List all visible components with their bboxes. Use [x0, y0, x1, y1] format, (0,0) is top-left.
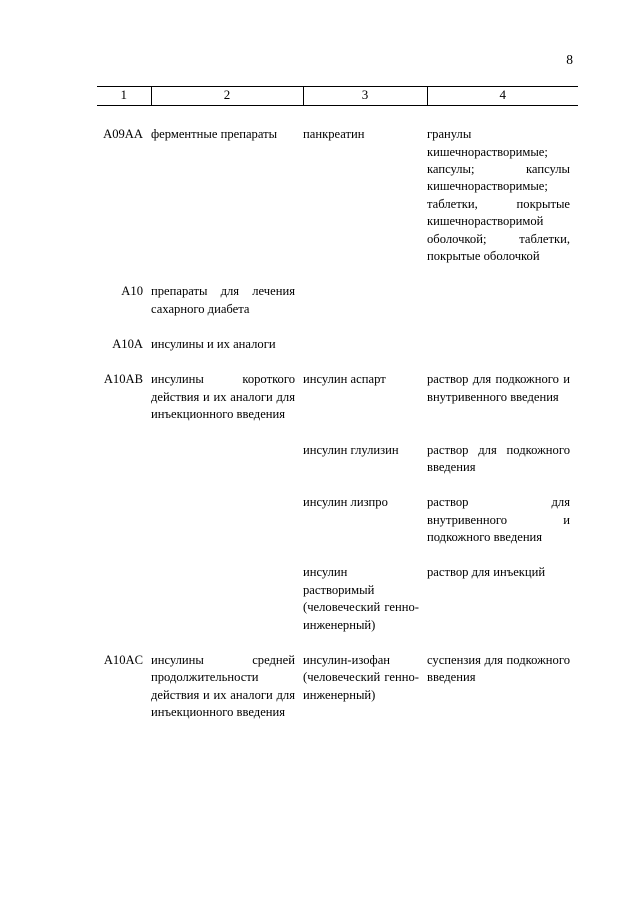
- table-header: [97, 87, 578, 106]
- column-header-2: 2: [151, 87, 303, 106]
- row-substance: инсулин глулизин: [303, 442, 399, 457]
- row-forms: гранулы кишечнорастворимые; капсулы; капсулы кишечнорастворимые; таблетки, покрытые кишечнорастворимой оболочкой; таблетки, покрытые оболочкой: [427, 127, 570, 263]
- row-group-name: инсулины и их аналоги: [151, 337, 276, 352]
- table-row: [97, 336, 578, 353]
- row-substance: панкреатин: [303, 127, 365, 142]
- row-group-name: препараты для лечения сахарного диабета: [151, 284, 295, 316]
- row-forms: раствор для внутривенного и подкожного введения: [427, 495, 570, 545]
- column-header-3: 3: [303, 87, 427, 106]
- row-substance: [303, 336, 427, 353]
- row-spacer: [97, 318, 578, 336]
- row-substance: инсулин аспарт: [303, 372, 386, 387]
- table-row: [97, 283, 578, 318]
- row-group-name: [151, 564, 303, 634]
- row-spacer: [97, 265, 578, 283]
- table-row: [97, 494, 578, 546]
- row-group-name: инсулины средней продолжительности действия и их аналоги для инъекционного введения: [151, 652, 295, 720]
- row-forms: [427, 283, 578, 318]
- row-group-name: [151, 442, 303, 477]
- row-substance: инсулин лизпро: [303, 495, 388, 510]
- table-row: [97, 106, 578, 266]
- table-row: [97, 371, 578, 423]
- row-code: A10AB: [103, 372, 143, 387]
- row-group-name: ферментные препараты: [151, 127, 278, 142]
- row-substance: инсулин-изофан (человеческий генно-инженерный): [303, 652, 419, 702]
- row-code: A10A: [112, 337, 143, 352]
- row-forms: [427, 336, 578, 353]
- row-spacer: [97, 353, 578, 371]
- row-forms: раствор для подкожного и внутривенного введения: [427, 372, 570, 404]
- table-row: [97, 564, 578, 634]
- row-spacer: [97, 476, 578, 494]
- row-forms: суспензия для подкожного введения: [427, 652, 570, 685]
- page-number: 8: [566, 52, 573, 67]
- medicines-table: [97, 86, 578, 721]
- row-forms: раствор для инъекций: [427, 565, 546, 580]
- row-forms: раствор для подкожного введения: [427, 442, 570, 474]
- column-header-4: 4: [427, 87, 578, 106]
- table-row: [97, 652, 578, 722]
- row-group-name: [151, 494, 303, 546]
- row-substance: инсулин растворимый (человеческий генно-инженерный): [303, 565, 419, 632]
- row-code: [97, 442, 151, 477]
- row-code: A10AC: [103, 652, 143, 667]
- column-header-1: 1: [97, 87, 151, 106]
- row-code: A10: [121, 284, 143, 299]
- table-row: [97, 442, 578, 477]
- row-substance: [303, 283, 427, 318]
- row-spacer: [97, 634, 578, 652]
- row-spacer: [97, 424, 578, 442]
- row-code: [97, 494, 151, 546]
- row-code: [97, 564, 151, 634]
- table-header-row: [97, 87, 578, 106]
- table-body: [97, 106, 578, 722]
- row-code: A09AA: [103, 127, 143, 142]
- row-spacer: [97, 546, 578, 564]
- row-group-name: инсулины короткого действия и их аналоги для инъекционного введения: [151, 372, 295, 422]
